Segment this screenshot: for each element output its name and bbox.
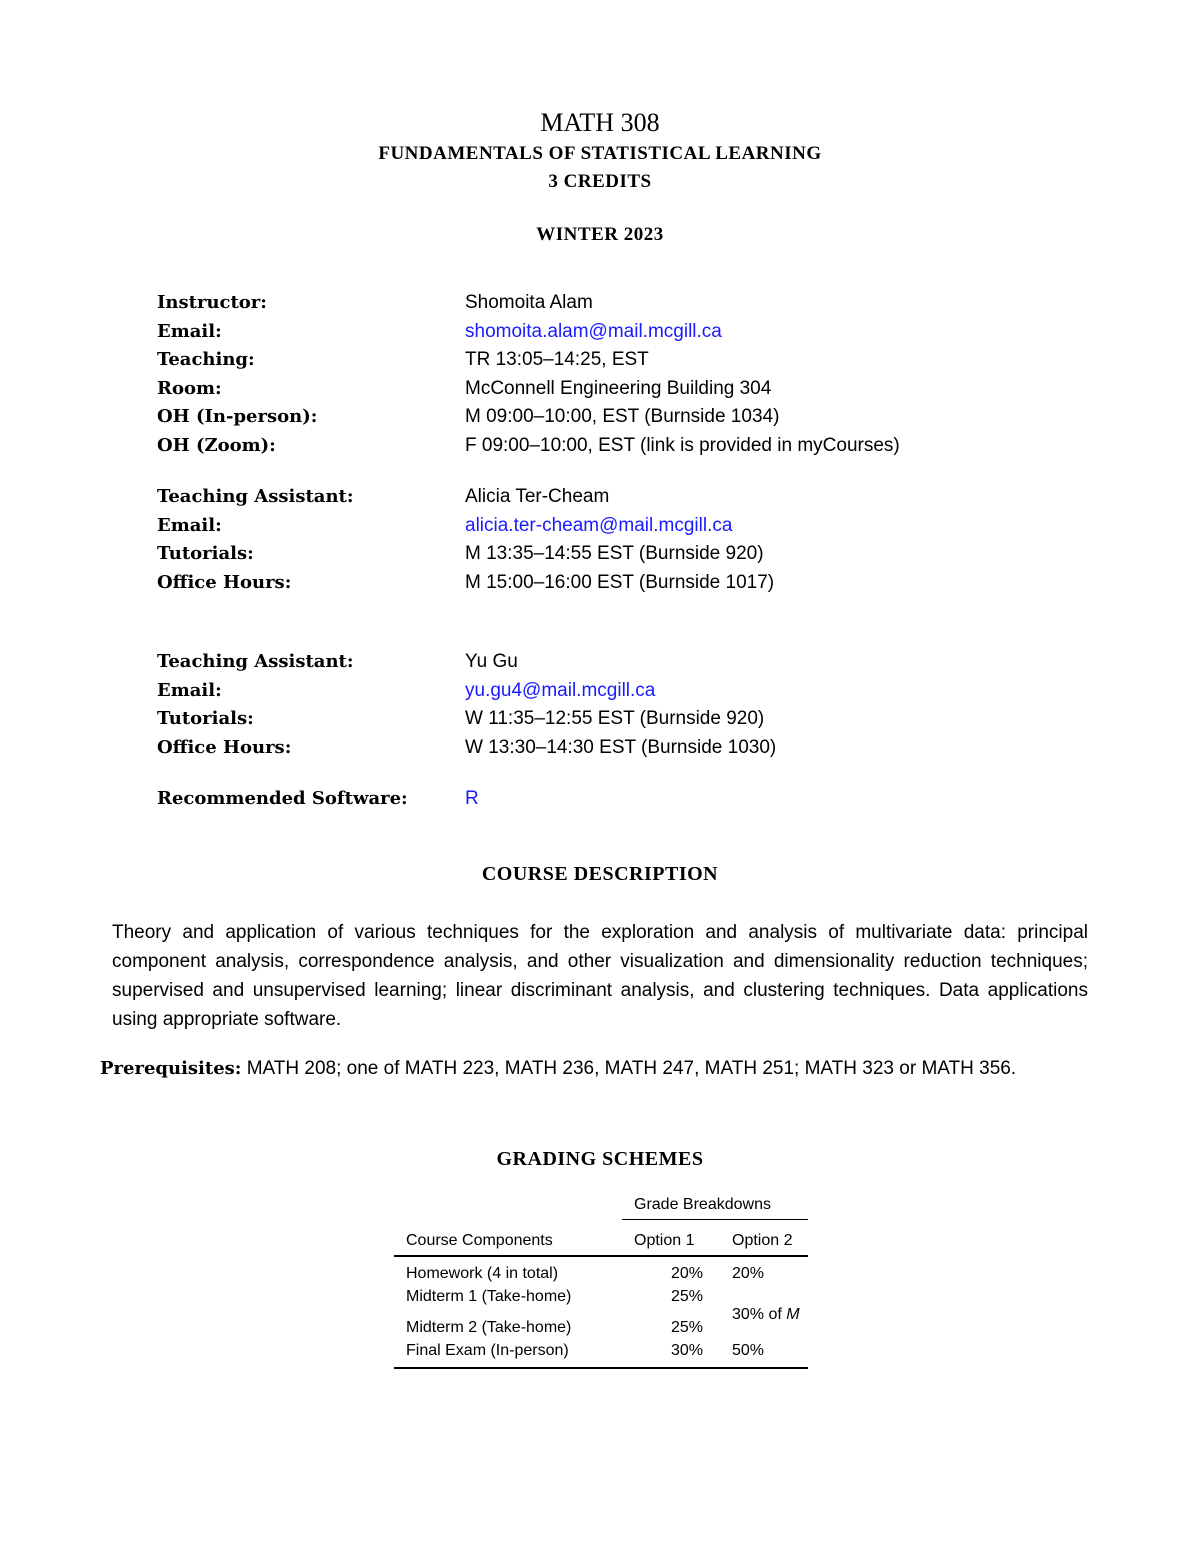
midterm-option2-var: M (786, 1306, 800, 1323)
table-row-option1: 30% (671, 1342, 704, 1359)
info-label: Recommended Software: (157, 788, 408, 809)
info-label: OH (Zoom): (157, 434, 276, 456)
table-row-component: Midterm 2 (Take-home) (406, 1319, 572, 1336)
office-hours-value: M 15:00–16:00 EST (Burnside 1017) (465, 571, 775, 593)
col-option-2: Option 2 (732, 1232, 793, 1249)
midterm-option2-text: 30% of (732, 1306, 782, 1323)
col-option-1: Option 1 (634, 1232, 695, 1249)
ta-email-row (157, 515, 1107, 544)
course-credits: 3 CREDITS (548, 171, 652, 192)
table-row-component: Homework (4 in total) (406, 1265, 559, 1282)
info-label: Email: (157, 320, 222, 342)
ta1-email-link[interactable]: alicia.ter-cheam@mail.mcgill.ca (465, 514, 733, 536)
ta2-info (157, 651, 1107, 765)
teaching-time: TR 13:05–14:25, EST (465, 349, 649, 370)
instructor-email-link[interactable]: shomoita.alam@mail.mcgill.ca (465, 320, 722, 342)
table-row-option2: 50% (732, 1342, 765, 1359)
course-description-text: Theory and application of various techniques for the exploration and analysis of multivariate data: principal component analysis, correspondence analysis, and other visualization and dimensionality reduction techniques; supervised and unsupervised learning; linear discriminant analysis, and clustering techniques. Data applications using appropriate software. (112, 922, 1088, 1030)
table-row-component: Midterm 1 (Take-home) (406, 1288, 572, 1305)
info-label: Email: (157, 514, 222, 536)
info-label: Teaching: (157, 349, 255, 370)
header-rule (394, 1255, 808, 1257)
table-row-option1: 25% (671, 1319, 704, 1336)
info-label: Email: (157, 679, 222, 701)
course-title: FUNDAMENTALS OF STATISTICAL LEARNING (378, 143, 822, 164)
group-header-rule (622, 1219, 808, 1220)
oh-zoom-value: F 09:00–10:00, EST (link is provided in myCourses) (465, 434, 900, 456)
tutorials-row (157, 708, 1107, 737)
tutorials-value: W 11:35–12:55 EST (Burnside 920) (465, 708, 765, 729)
office-hours-row (157, 737, 1107, 766)
course-description-heading: COURSE DESCRIPTION (481, 863, 719, 885)
info-label: Teaching Assistant: (157, 651, 354, 672)
info-label: OH (In-person): (157, 406, 318, 427)
table-row-component: Final Exam (In-person) (406, 1342, 569, 1359)
tutorials-value: M 13:35–14:55 EST (Burnside 920) (465, 543, 764, 564)
table-row-option1: 25% (671, 1288, 704, 1305)
ta-name: Yu Gu (465, 651, 518, 672)
ta1-info (157, 486, 1107, 600)
info-label: Instructor: (157, 292, 267, 313)
instructor-info (157, 292, 1107, 463)
info-label: Office Hours: (157, 571, 292, 593)
tutorials-row (157, 543, 1107, 572)
course-code: MATH 308 (540, 108, 660, 137)
software-link[interactable]: R (465, 788, 479, 809)
info-label: Teaching Assistant: (157, 486, 354, 507)
ta-row (157, 651, 1107, 680)
course-term: WINTER 2023 (536, 224, 664, 245)
info-label: Tutorials: (157, 708, 254, 729)
info-label: Tutorials: (157, 543, 254, 564)
software-row (157, 788, 1107, 817)
info-label: Room: (157, 377, 222, 399)
oh-inperson-value: M 09:00–10:00, EST (Burnside 1034) (465, 406, 780, 427)
instructor-email-row (157, 321, 1107, 350)
software-info (157, 788, 1107, 817)
prerequisites-label: Prerequisites: (100, 1058, 242, 1079)
info-label: Office Hours: (157, 736, 292, 758)
instructor-row (157, 292, 1107, 321)
instructor-name: Shomoita Alam (465, 292, 593, 313)
prerequisites (100, 1054, 1090, 1083)
col-course-components: Course Components (406, 1232, 553, 1249)
oh-zoom-row (157, 435, 1107, 464)
room-value: McConnell Engineering Building 304 (465, 377, 772, 399)
office-hours-row (157, 572, 1107, 601)
ta-name: Alicia Ter-Cheam (465, 486, 610, 507)
ta2-email-link[interactable]: yu.gu4@mail.mcgill.ca (465, 679, 656, 701)
grading-heading: GRADING SCHEMES (496, 1148, 704, 1170)
ta-email-row (157, 680, 1107, 709)
oh-inperson-row (157, 406, 1107, 435)
table-row-option2: 20% (732, 1265, 765, 1282)
midterm-option2-cell (732, 1306, 800, 1324)
bottom-rule (394, 1367, 808, 1369)
teaching-row (157, 349, 1107, 378)
table-row-option1: 20% (671, 1265, 704, 1282)
prerequisites-text: MATH 208; one of MATH 223, MATH 236, MATH 247, MATH 251; MATH 323 or MATH 356. (246, 1058, 1017, 1079)
room-row (157, 378, 1107, 407)
ta-row (157, 486, 1107, 515)
grade-breakdowns-header: Grade Breakdowns (634, 1196, 771, 1213)
office-hours-value: W 13:30–14:30 EST (Burnside 1030) (465, 736, 777, 758)
